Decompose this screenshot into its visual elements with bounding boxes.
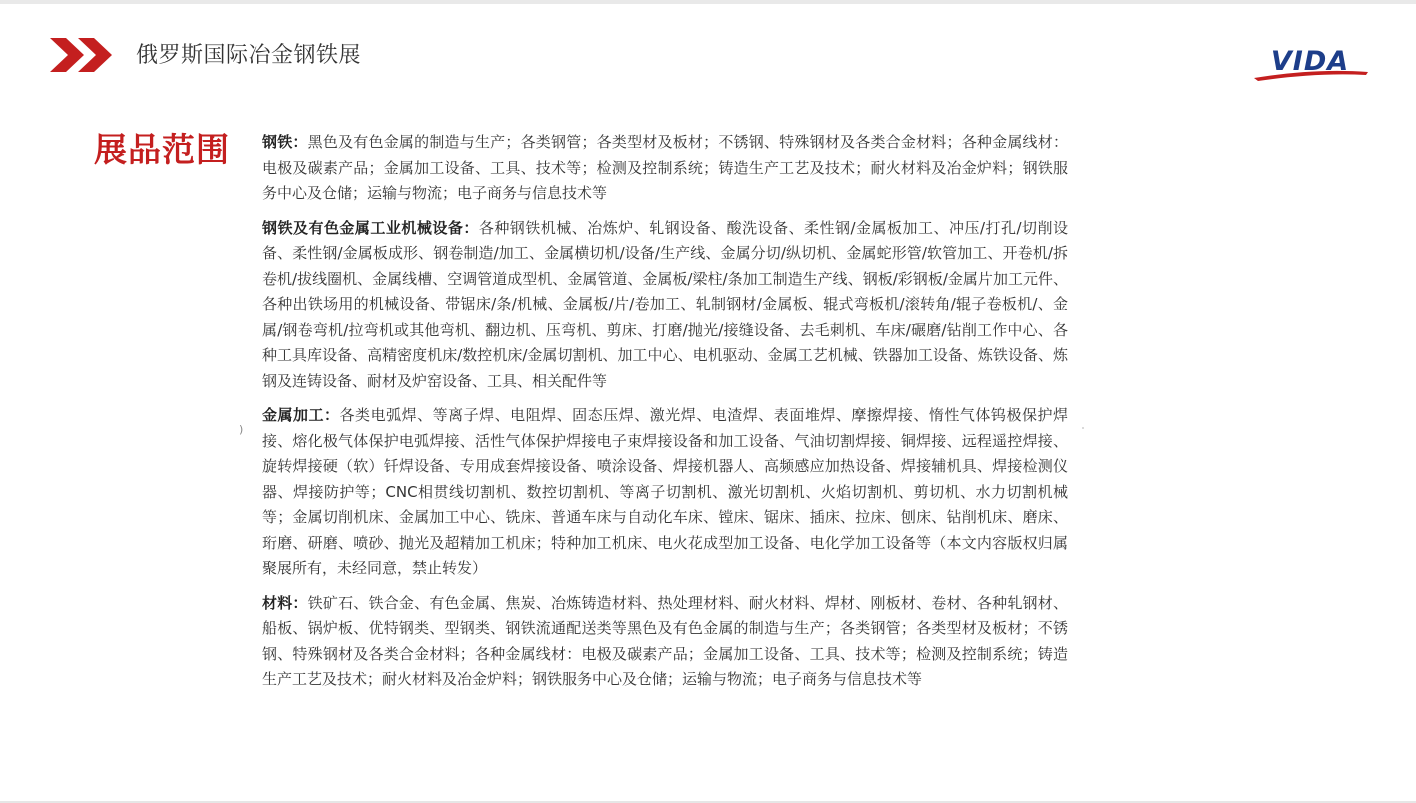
logo-mark [1250,42,1370,86]
paragraph-text: 各种钢铁机械、冶炼炉、轧钢设备、酸洗设备、柔性钢/金属板加工、冲压/打孔/切削设备、柔性钢/金属板成形、钢卷制造/加工、金属横切机/设备/生产线、金属分切/纵切机、金属蛇形管/软管加工、开卷机/拆卷机/拔线圈机、金属线槽、空调管道成型机、金属管道、金属板/梁柱/条加工制造生产线、钢板/彩钢板/金属片加工元件、各种出铁场用的机械设备、带锯床/条/机械、金属板/片/卷加工、轧制钢材/金属板、辊式弯板机/滚转角/辊子卷板机/、金属/钢卷弯机/拉弯机或其他弯机、翻边机、压弯机、剪床、打磨/抛光/接缝设备、去毛刺机、车床/碾磨/钻削工作中心、各种工具库设备、高精密度机床/数控机床/金属切割机、加工中心、电机驱动、金属工艺机械、铁器加工设备、炼铁设备、炼钢及连铸设备、耐材及炉窑设备、工具、相关配件等 [262,218,1068,390]
paragraph-label: 金属加工： [262,406,340,424]
paragraph-label: 钢铁： [262,133,308,151]
stray-mark: ) [239,423,244,436]
paragraph-text: 各类电弧焊、等离子焊、电阻焊、固态压焊、激光焊、电渣焊、表面堆焊、摩擦焊接、惰性气体钨极保护焊接、熔化极气体保护电弧焊接、活性气体保护焊接电子束焊接设备和加工设备、气油切割焊接、铜焊接、远程遥控焊接、旋转焊接硬（软）钎焊设备、专用成套焊接设备、喷涂设备、焊接机器人、高频感应加热设备、焊接辅机具、焊接检测仪器、焊接防护等；CNC相贯线切割机、数控切割机、等离子切割机、激光切割机、火焰切割机、剪切机、水力切割机械等；金属切削机床、金属加工中心、铣床、普通车床与自动化车床、镗床、锯床、插床、拉床、刨床、钻削机床、磨床、珩磨、研磨、喷砂、抛光及超精加工机床；特种加工机床、电火花成型加工设备、电化学加工设备等（本文内容版权归属聚展所有，未经同意，禁止转发） [262,406,1068,577]
paragraph-machinery [262,216,1068,395]
double-chevron-right-icon [50,38,116,72]
page-title: 俄罗斯国际冶金钢铁展 [136,43,362,68]
paragraph-label: 材料： [262,593,308,612]
stray-dot [1082,427,1084,429]
logo-text: VIDA [1270,46,1350,77]
paragraph-text: 铁矿石、铁合金、有色金属、焦炭、冶炼铸造材料、热处理材料、耐火材料、焊材、刚板材、卷材、各种轧钢材、船板、锅炉板、优特钢类、型钢类、钢铁流通配送类等黑色及有色金属的制造与生产；各类钢管；各类型材及板材；不锈钢、特殊钢材及各类合金材料；各种金属线材：电极及碳素产品；金属加工设备、工具、技术等；检测及控制系统；铸造生产工艺及技术；耐火材料及冶金炉料；钢铁服务中心及仓储；运输与物流；电子商务与信息技术等 [262,593,1068,688]
vida-logo [1250,42,1370,86]
exhibit-scope-content [262,130,1068,702]
paragraph-materials [262,591,1068,693]
section-heading: 展品范围 [94,130,230,169]
paragraph-label: 钢铁及有色金属工业机械设备： [262,218,479,237]
paragraph-text: 黑色及有色金属的制造与生产；各类钢管；各类型材及板材；不锈钢、特殊钢材及各类合金材料；各种金属线材：电极及碳素产品；金属加工设备、工具、技术等；检测及控制系统；铸造生产工艺及技术；耐火材料及冶金炉料；钢铁服务中心及仓储；运输与物流；电子商务与信息技术等 [262,133,1068,202]
top-border [0,0,1416,4]
paragraph-steel [262,130,1068,207]
paragraph-metalworking [262,403,1068,582]
